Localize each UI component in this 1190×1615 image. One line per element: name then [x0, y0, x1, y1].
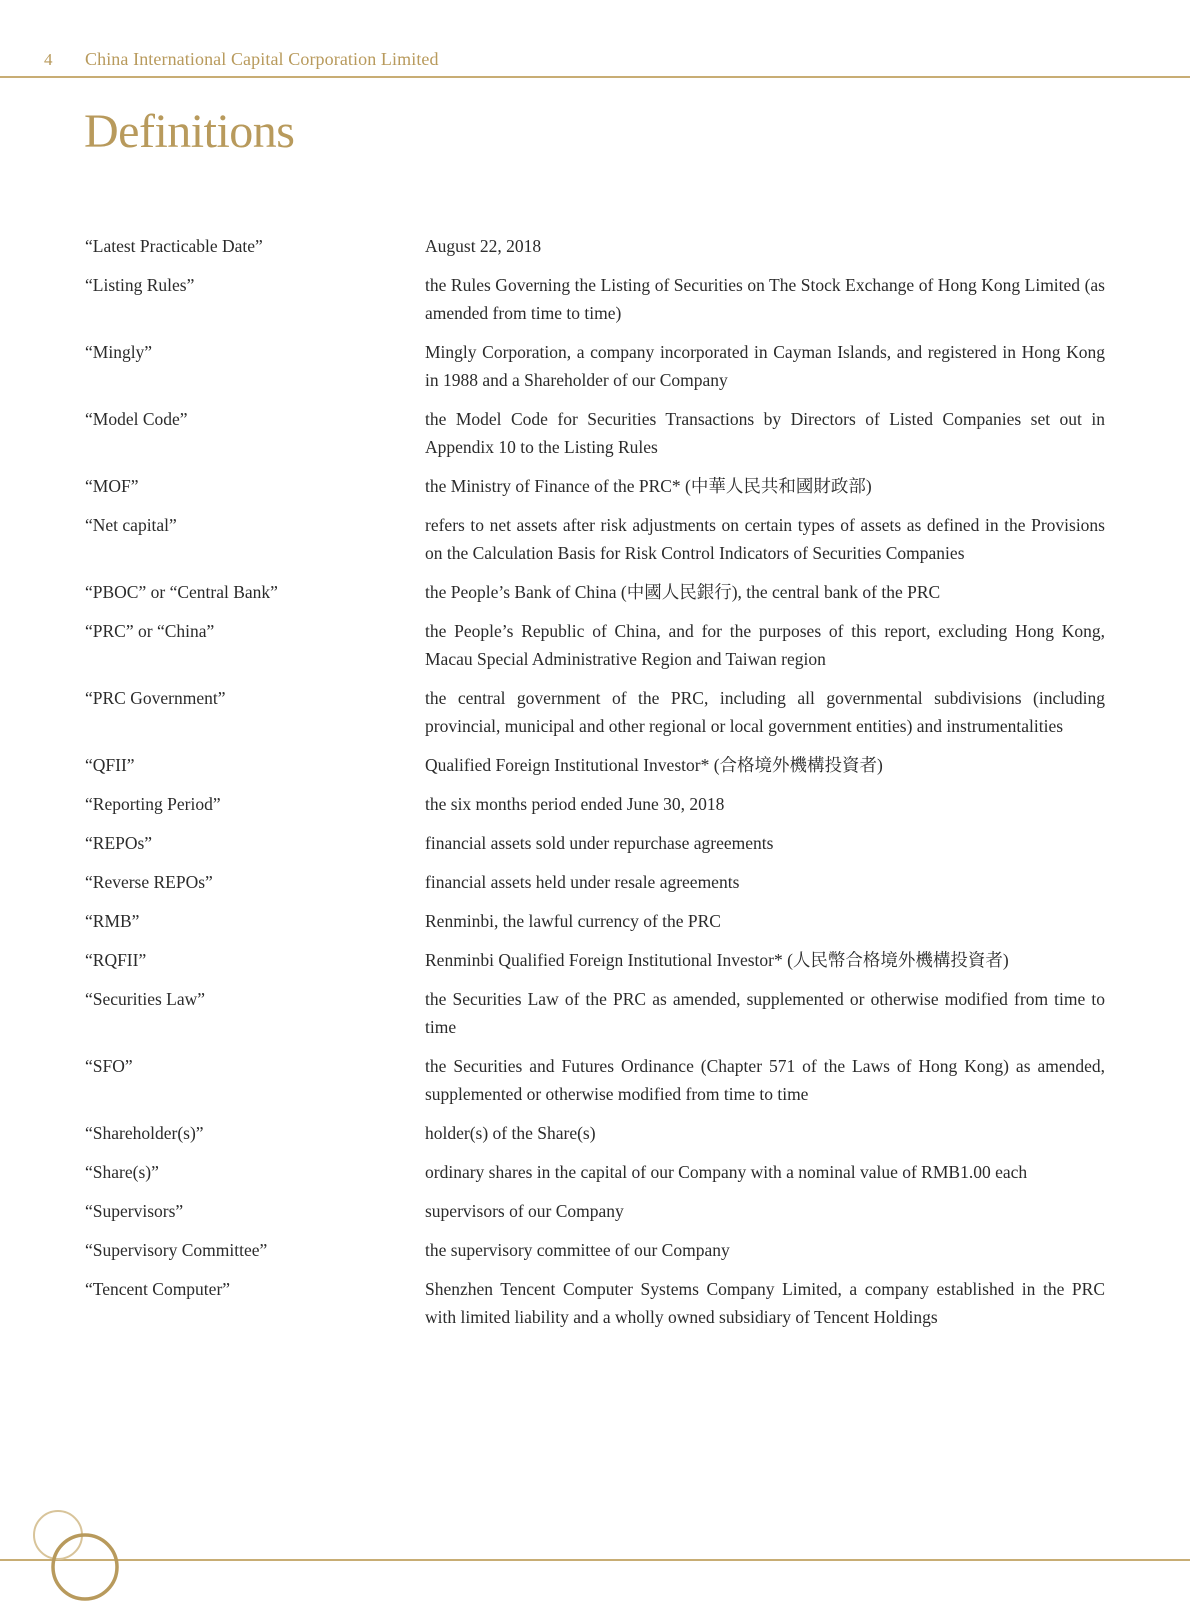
- definition-row: [85, 829, 1105, 857]
- definition-row: [85, 868, 1105, 896]
- definition-text: the six months period ended June 30, 2018: [425, 794, 725, 814]
- page-number: 4: [44, 50, 53, 69]
- definition-row: [85, 684, 1105, 740]
- definition-text: Shenzhen Tencent Computer Systems Company Limited, a company established in the PRC with limited liability and a wholly owned subsidiary of Tencent Holdings: [425, 1279, 1105, 1327]
- definition-text: the Securities Law of the PRC as amended, supplemented or otherwise modified from time to time: [425, 989, 1105, 1037]
- definition-row: [85, 271, 1105, 327]
- definition-row: [85, 1158, 1105, 1186]
- definition-text: the Securities and Futures Ordinance (Chapter 571 of the Laws of Hong Kong) as amended, supplemented or otherwise modified from time to time: [425, 1056, 1105, 1104]
- definition-text: the Ministry of Finance of the PRC* (中華人民共和國財政部): [425, 476, 872, 496]
- definition-term: “Latest Practicable Date”: [85, 236, 263, 256]
- double-ring-icon: [28, 1505, 128, 1605]
- definition-text: the Model Code for Securities Transactions by Directors of Listed Companies set out in Appendix 10 to the Listing Rules: [425, 409, 1105, 457]
- page-title: Definitions: [84, 105, 295, 158]
- definition-row: [85, 511, 1105, 567]
- definition-row: [85, 790, 1105, 818]
- definition-term: “Model Code”: [85, 409, 188, 429]
- definition-term: “MOF”: [85, 476, 139, 496]
- definition-term: “Supervisors”: [85, 1201, 184, 1221]
- definition-term: “Mingly”: [85, 342, 153, 362]
- definition-term: “REPOs”: [85, 833, 153, 853]
- definition-term: “Supervisory Committee”: [85, 1240, 268, 1260]
- definition-term: “PBOC” or “Central Bank”: [85, 582, 278, 602]
- definition-term: “Listing Rules”: [85, 275, 195, 295]
- definition-row: [85, 1275, 1105, 1331]
- definition-row: [85, 1197, 1105, 1225]
- definition-row: [85, 985, 1105, 1041]
- definition-term: “QFII”: [85, 755, 135, 775]
- header-company-name: China International Capital Corporation Limited: [85, 49, 439, 69]
- definitions-list: [85, 232, 1105, 1342]
- definition-row: [85, 338, 1105, 394]
- definition-term: “PRC” or “China”: [85, 621, 215, 641]
- header-divider: [0, 76, 1190, 78]
- definition-text: Renminbi Qualified Foreign Institutional Investor* (人民幣合格境外機構投資者): [425, 950, 1009, 970]
- definition-row: [85, 232, 1105, 260]
- definition-term: “Share(s)”: [85, 1162, 159, 1182]
- definition-text: August 22, 2018: [425, 236, 542, 256]
- definition-text: financial assets sold under repurchase agreements: [425, 833, 774, 853]
- definition-text: holder(s) of the Share(s): [425, 1123, 596, 1143]
- definition-text: financial assets held under resale agreements: [425, 872, 740, 892]
- definition-term: “Net capital”: [85, 515, 177, 535]
- definition-text: Renminbi, the lawful currency of the PRC: [425, 911, 721, 931]
- definition-text: supervisors of our Company: [425, 1201, 624, 1221]
- definition-text: the Rules Governing the Listing of Securities on The Stock Exchange of Hong Kong Limited (as amended from time to time): [425, 275, 1105, 323]
- definition-row: [85, 1052, 1105, 1108]
- definition-row: [85, 1236, 1105, 1264]
- definition-term: “Reverse REPOs”: [85, 872, 213, 892]
- definition-row: [85, 751, 1105, 779]
- page-header: [0, 46, 1190, 78]
- definition-row: [85, 472, 1105, 500]
- definition-row: [85, 946, 1105, 974]
- definition-term: “Tencent Computer”: [85, 1279, 231, 1299]
- definition-text: the People’s Republic of China, and for the purposes of this report, excluding Hong Kong, Macau Special Administrative Region and Taiwan region: [425, 621, 1105, 669]
- definition-term: “PRC Government”: [85, 688, 226, 708]
- definition-text: Qualified Foreign Institutional Investor* (合格境外機構投資者): [425, 755, 883, 775]
- definition-row: [85, 617, 1105, 673]
- definition-term: “RQFII”: [85, 950, 147, 970]
- definition-row: [85, 405, 1105, 461]
- definition-term: “Reporting Period”: [85, 794, 221, 814]
- definition-text: the central government of the PRC, including all governmental subdivisions (including provincial, municipal and other regional or local government entities) and instrumentalities: [425, 688, 1105, 736]
- footer-divider: [0, 1559, 1190, 1561]
- definition-row: [85, 907, 1105, 935]
- definition-row: [85, 1119, 1105, 1147]
- definition-text: refers to net assets after risk adjustments on certain types of assets as defined in the Provisions on the Calculation Basis for Risk Control Indicators of Securities Companies: [425, 515, 1105, 563]
- definition-text: Mingly Corporation, a company incorporated in Cayman Islands, and registered in Hong Kong in 1988 and a Shareholder of our Company: [425, 342, 1105, 390]
- definition-text: the People’s Bank of China (中國人民銀行), the central bank of the PRC: [425, 582, 941, 602]
- definition-row: [85, 578, 1105, 606]
- definition-term: “Shareholder(s)”: [85, 1123, 204, 1143]
- definition-text: ordinary shares in the capital of our Company with a nominal value of RMB1.00 each: [425, 1162, 1028, 1182]
- definition-text: the supervisory committee of our Company: [425, 1240, 730, 1260]
- definition-term: “SFO”: [85, 1056, 133, 1076]
- definition-term: “Securities Law”: [85, 989, 206, 1009]
- definition-term: “RMB”: [85, 911, 140, 931]
